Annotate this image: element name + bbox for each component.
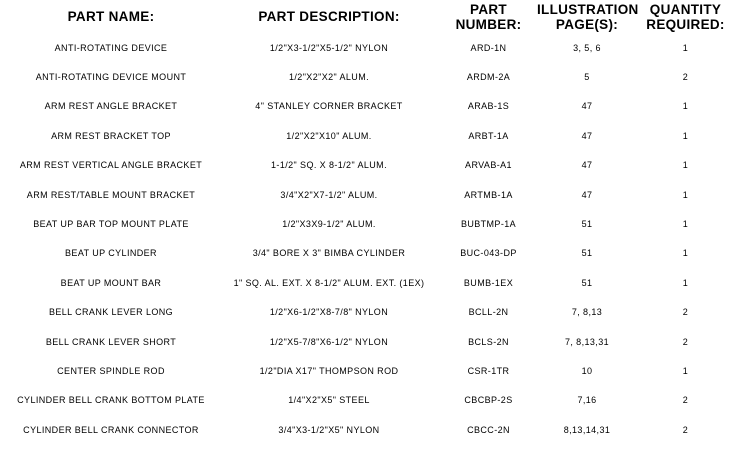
- header-illustration-pages: [537, 0, 637, 33]
- header-quantity-required-line-2: REQUIRED:: [646, 16, 725, 32]
- illustration-pages-cell: 10: [581, 365, 593, 376]
- header-part-name: [4, 0, 218, 33]
- quantity-cell: 2: [682, 336, 689, 347]
- part-description-cell: 3/4"X2"X7-1/2" ALUM.: [280, 189, 378, 200]
- illustration-pages-cell: 51: [581, 277, 593, 288]
- part-number-cell: CBCC-2N: [467, 424, 510, 435]
- part-number-cell: ARAB-1S: [467, 101, 510, 112]
- part-description-cell: 3/4"X3-1/2"X5" NYLON: [278, 424, 380, 435]
- illustration-pages-cell: 47: [581, 130, 593, 141]
- part-number-cell: BUBTMP-1A: [460, 219, 517, 230]
- table-row: [4, 327, 734, 356]
- illustration-pages-cell: 47: [581, 189, 593, 200]
- part-number-cell: ARD-1N: [470, 42, 507, 53]
- quantity-cell: 1: [682, 365, 689, 376]
- table-row: [4, 239, 734, 268]
- part-name-cell: CYLINDER BELL CRANK BOTTOM PLATE: [17, 395, 205, 406]
- part-description-cell: 4" STANLEY CORNER BRACKET: [255, 101, 403, 112]
- part-name-cell: ARM REST BRACKET TOP: [51, 130, 171, 141]
- illustration-pages-cell: 3, 5, 6: [573, 42, 601, 53]
- table-row: [4, 180, 734, 209]
- part-number-cell: BCLL-2N: [468, 307, 509, 318]
- table-row: [4, 298, 734, 327]
- table-row: [4, 33, 734, 62]
- header-part-description-line: PART DESCRIPTION:: [258, 9, 400, 24]
- part-number-cell: BUC-043-DP: [460, 248, 517, 259]
- parts-table-header: [4, 0, 734, 33]
- table-row: [4, 386, 734, 415]
- header-row: [4, 0, 734, 33]
- quantity-cell: 2: [682, 307, 689, 318]
- part-description-cell: 1" SQ. AL. EXT. X 8-1/2" ALUM. EXT. (1EX): [233, 277, 425, 288]
- quantity-cell: 1: [682, 42, 689, 53]
- header-illustration-pages-line-2: PAGE(S):: [555, 16, 619, 32]
- illustration-pages-cell: 8,13,14,31: [563, 424, 611, 435]
- illustration-pages-cell: 7, 8,13: [571, 307, 603, 318]
- table-row: [4, 151, 734, 180]
- illustration-pages-cell: 7, 8,13,31: [564, 336, 610, 347]
- quantity-cell: 1: [682, 189, 689, 200]
- part-description-cell: 1/2"X2"X2" ALUM.: [288, 72, 370, 83]
- part-description-cell: 1/2"X3X9-1/2" ALUM.: [282, 219, 376, 230]
- quantity-cell: 1: [682, 219, 689, 230]
- part-number-cell: ARBT-1A: [468, 130, 509, 141]
- header-illustration-pages-line-1: ILLUSTRATION: [537, 1, 639, 17]
- part-description-cell: 1-1/2" SQ. X 8-1/2" ALUM.: [271, 160, 387, 171]
- part-number-cell: ARTMB-1A: [464, 189, 513, 200]
- part-number-cell: BCLS-2N: [468, 336, 509, 347]
- quantity-cell: 1: [682, 248, 689, 259]
- table-row: [4, 62, 734, 91]
- part-description-cell: 3/4" BORE X 3" BIMBA CYLINDER: [252, 248, 406, 259]
- illustration-pages-cell: 51: [581, 219, 593, 230]
- table-row: [4, 415, 734, 444]
- part-name-cell: BEAT UP MOUNT BAR: [60, 277, 162, 288]
- table-row: [4, 268, 734, 297]
- part-name-cell: BEAT UP BAR TOP MOUNT PLATE: [33, 219, 189, 230]
- quantity-cell: 2: [682, 395, 689, 406]
- illustration-pages-cell: 47: [581, 101, 593, 112]
- part-number-cell: BUMB-1EX: [463, 277, 514, 288]
- illustration-pages-cell: 5: [584, 72, 590, 83]
- illustration-pages-cell: 47: [581, 160, 593, 171]
- parts-table-body: [4, 33, 734, 444]
- part-number-cell: CBCBP-2S: [464, 395, 513, 406]
- quantity-cell: 1: [682, 277, 689, 288]
- part-description-cell: 1/2"X5-7/8"X6-1/2" NYLON: [269, 336, 389, 347]
- header-part-description: [218, 0, 440, 33]
- table-row: [4, 121, 734, 150]
- quantity-cell: 2: [682, 72, 689, 83]
- header-part-name-line: PART NAME:: [67, 9, 155, 24]
- parts-table: [4, 0, 734, 444]
- illustration-pages-cell: 7,16: [577, 395, 597, 406]
- part-description-cell: 1/2"X3-1/2"X5-1/2" NYLON: [269, 42, 389, 53]
- table-row: [4, 209, 734, 238]
- part-name-cell: ARM REST VERTICAL ANGLE BRACKET: [19, 160, 203, 171]
- part-name-cell: CYLINDER BELL CRANK CONNECTOR: [23, 424, 199, 435]
- header-quantity-required-line-1: QUANTITY: [649, 1, 722, 17]
- table-row: [4, 92, 734, 121]
- part-name-cell: BEAT UP CYLINDER: [65, 248, 157, 259]
- header-part-number: [440, 0, 537, 33]
- header-part-number-line-2: NUMBER:: [455, 16, 522, 32]
- part-name-cell: ANTI-ROTATING DEVICE MOUNT: [35, 72, 187, 83]
- part-number-cell: CSR-1TR: [467, 365, 510, 376]
- part-number-cell: ARDM-2A: [466, 72, 511, 83]
- header-part-number-line-1: PART: [470, 1, 507, 17]
- part-number-cell: ARVAB-A1: [465, 160, 512, 171]
- part-name-cell: CENTER SPINDLE ROD: [57, 365, 165, 376]
- part-description-cell: 1/2"X6-1/2"X8-7/8" NYLON: [269, 307, 389, 318]
- illustration-pages-cell: 51: [581, 248, 593, 259]
- part-name-cell: ARM REST ANGLE BRACKET: [44, 101, 178, 112]
- part-description-cell: 1/2"DIA X17" THOMPSON ROD: [259, 365, 399, 376]
- header-quantity-required: [637, 0, 734, 33]
- part-name-cell: ARM REST/TABLE MOUNT BRACKET: [26, 189, 196, 200]
- table-row: [4, 356, 734, 385]
- quantity-cell: 2: [682, 424, 689, 435]
- part-name-cell: ANTI-ROTATING DEVICE: [54, 42, 168, 53]
- part-name-cell: BELL CRANK LEVER LONG: [48, 307, 174, 318]
- quantity-cell: 1: [682, 160, 689, 171]
- part-description-cell: 1/4"X2"X5" STEEL: [288, 395, 370, 406]
- quantity-cell: 1: [682, 130, 689, 141]
- part-description-cell: 1/2"X2"X10" ALUM.: [286, 130, 372, 141]
- part-name-cell: BELL CRANK LEVER SHORT: [45, 336, 177, 347]
- quantity-cell: 1: [682, 101, 689, 112]
